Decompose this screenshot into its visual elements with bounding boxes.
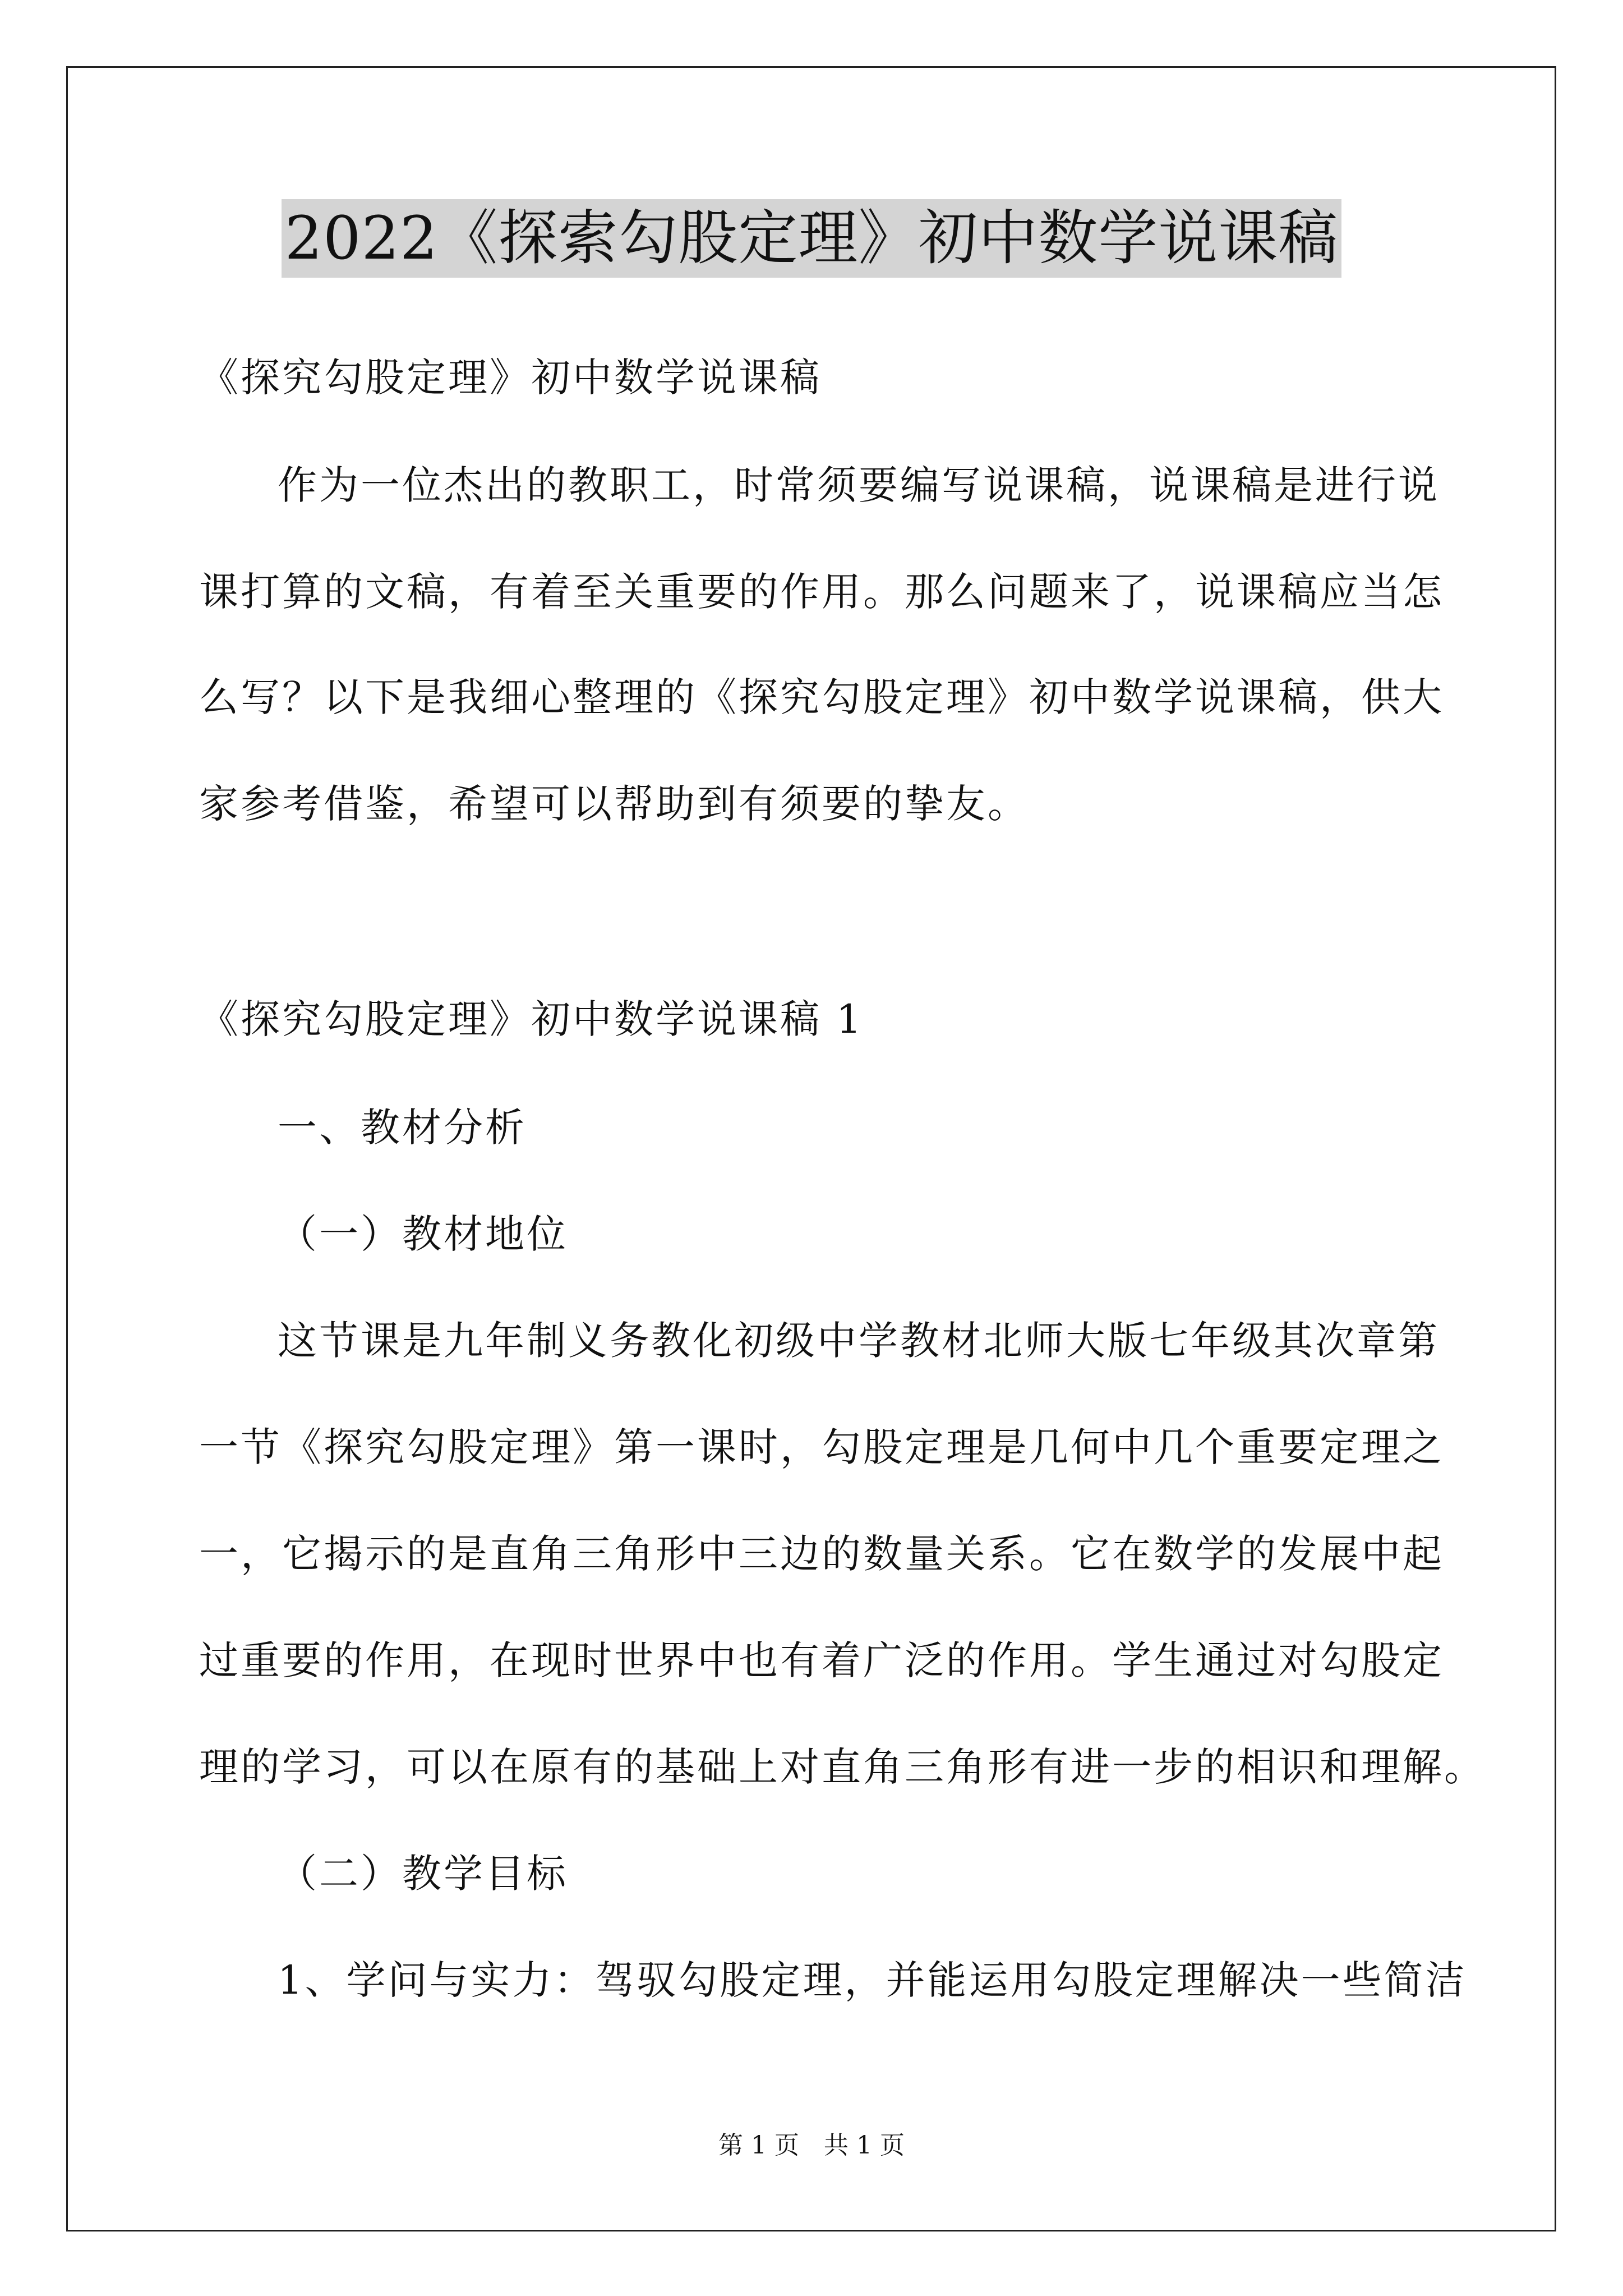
heading-teaching-goals: （二）教学目标 — [278, 1851, 568, 1897]
heading-textbook-position: （一）教材地位 — [278, 1211, 568, 1257]
goal-item-1: 1、学问与实力：驾驭勾股定理，并能运用勾股定理解决一些简洁 — [278, 1957, 1467, 2003]
document-title: 2022《探索勾股定理》初中数学说课稿 — [282, 199, 1342, 278]
intro-paragraph-line-2: 课打算的文稿，有着至关重要的作用。那么问题来了，说课稿应当怎 — [199, 569, 1444, 615]
intro-paragraph-line-1: 作为一位杰出的教职工，时常须要编写说课稿，说课稿是进行说 — [278, 462, 1440, 508]
body-paragraph-line-4: 过重要的作用，在现时世界中也有着广泛的作用。学生通过对勾股定 — [199, 1637, 1444, 1683]
title-container — [0, 199, 1623, 278]
body-paragraph-line-2: 一节《探究勾股定理》第一课时，勾股定理是几何中几个重要定理之 — [199, 1424, 1444, 1470]
heading-textbook-analysis: 一、教材分析 — [278, 1105, 527, 1151]
body-paragraph-line-3: 一，它揭示的是直角三角形中三边的数量关系。它在数学的发展中起 — [199, 1531, 1444, 1577]
body-paragraph-line-1: 这节课是九年制义务教化初级中学教材北师大版七年级其次章第 — [278, 1318, 1440, 1364]
section-heading: 《探究勾股定理》初中数学说课稿 1 — [199, 996, 864, 1042]
intro-paragraph-line-4: 家参考借鉴，希望可以帮助到有须要的挚友。 — [199, 781, 1029, 827]
body-paragraph-line-5: 理的学习，可以在原有的基础上对直角三角形有进一步的相识和理解。 — [199, 1744, 1486, 1790]
page-footer: 第 1 页 共 1 页 — [718, 2131, 905, 2160]
subtitle-line: 《探究勾股定理》初中数学说课稿 — [199, 355, 822, 401]
intro-paragraph-line-3: 么写？以下是我细心整理的《探究勾股定理》初中数学说课稿，供大 — [199, 674, 1444, 720]
